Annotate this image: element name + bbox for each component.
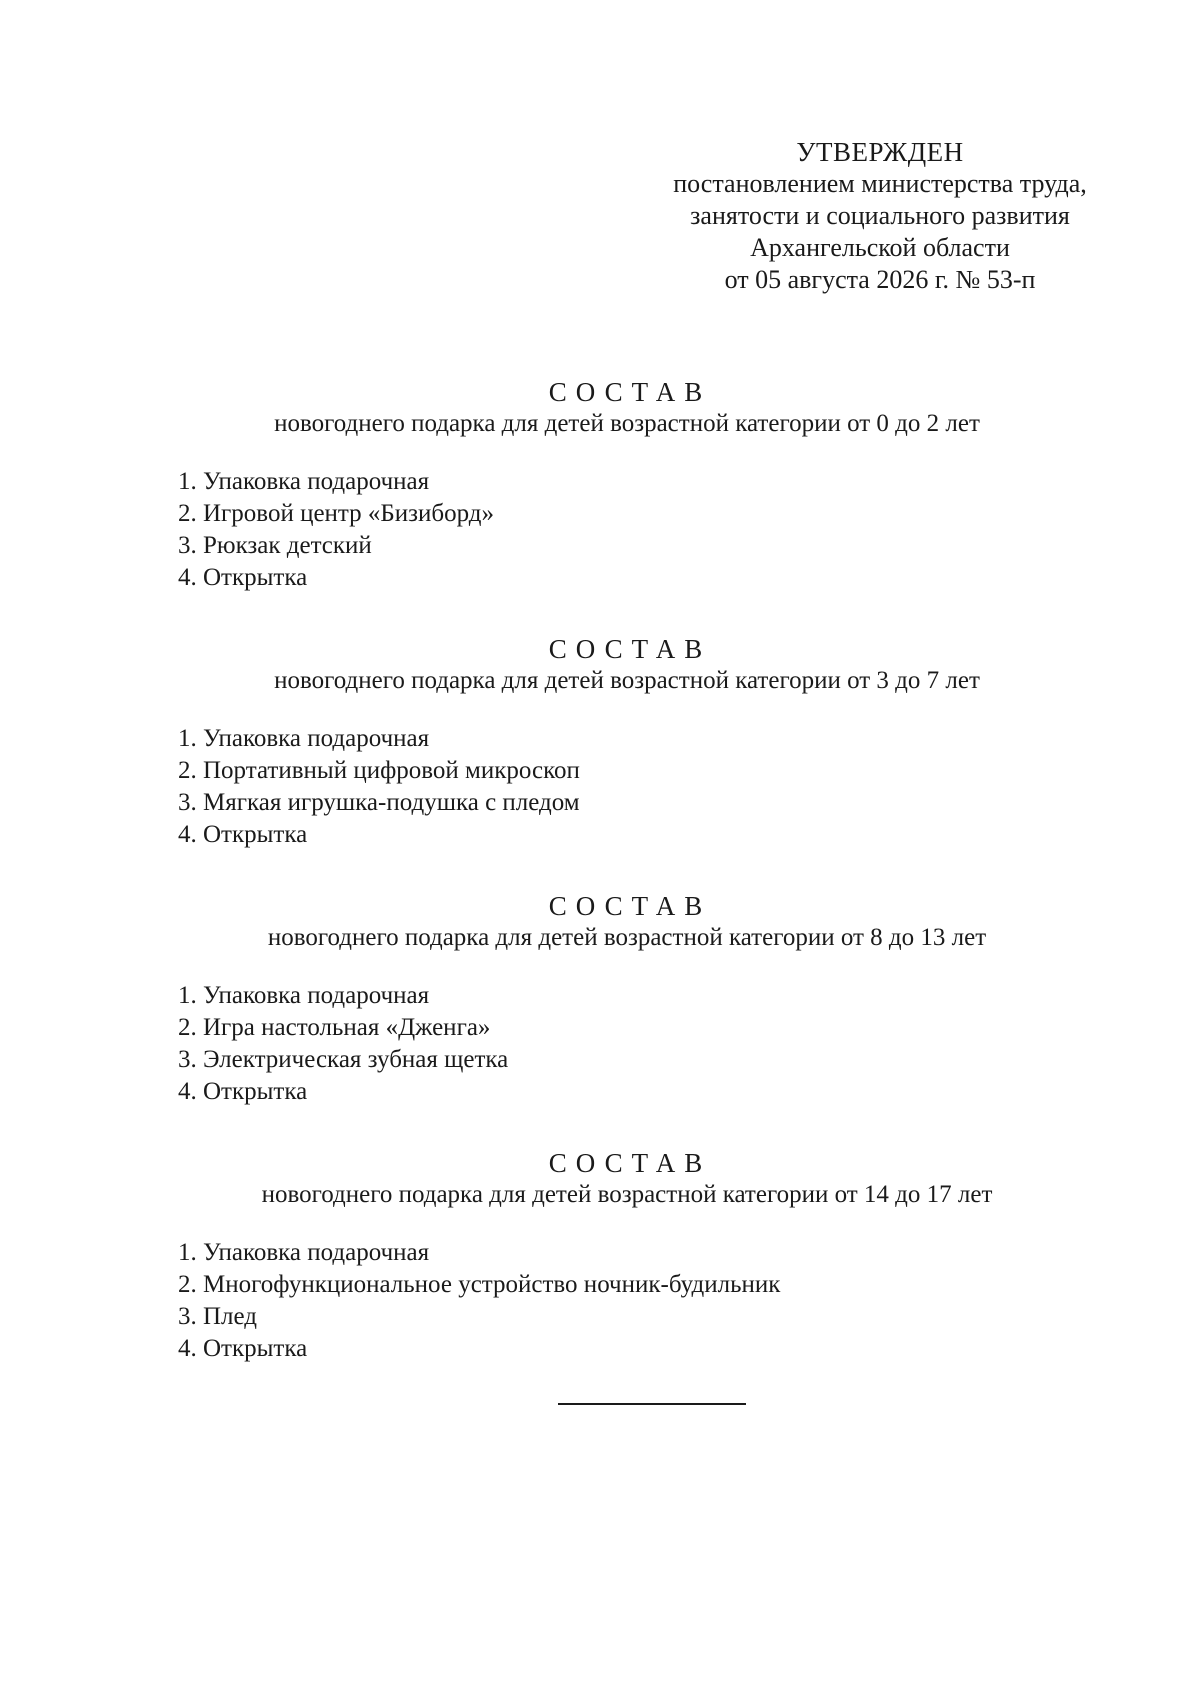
list-item: 4. Открытка [178, 564, 308, 591]
section-heading: СОСТАВ [548, 377, 712, 407]
list-item: 3. Электрическая зубная щетка [178, 1046, 509, 1073]
list-item: 4. Открытка [178, 1078, 308, 1105]
list-item: 4. Открытка [178, 821, 308, 848]
gift-section-8-13 [0, 890, 1200, 1108]
section-heading: СОСТАВ [548, 891, 712, 921]
list-item: 1. Упаковка подарочная [178, 468, 430, 495]
list-item: 3. Плед [178, 1303, 258, 1330]
gift-items-list [178, 1237, 1200, 1365]
list-item: 1. Упаковка подарочная [178, 982, 430, 1009]
approval-line: Архангельской области [750, 233, 1010, 262]
approval-date: от 05 августа 2026 г. № 53-п [724, 265, 1036, 294]
list-item: 3. Мягкая игрушка-подушка с пледом [178, 789, 580, 816]
list-item: 3. Рюкзак детский [178, 532, 372, 559]
gift-items-list [178, 466, 1200, 594]
list-item: 2. Игровой центр «Бизиборд» [178, 500, 495, 527]
gift-items-list [178, 723, 1200, 851]
approval-line: занятости и социального развития [690, 201, 1070, 230]
section-heading: СОСТАВ [548, 1148, 712, 1178]
gift-section-3-7 [0, 633, 1200, 851]
gift-section-14-17 [0, 1147, 1200, 1365]
section-subtitle: новогоднего подарка для детей возрастной категории от 14 до 17 лет [261, 1181, 993, 1208]
section-subtitle: новогоднего подарка для детей возрастной категории от 0 до 2 лет [274, 410, 980, 437]
end-divider [558, 1403, 746, 1405]
section-subtitle: новогоднего подарка для детей возрастной категории от 3 до 7 лет [274, 667, 980, 694]
approval-line: постановлением министерства труда, [673, 169, 1087, 198]
list-item: 2. Портативный цифровой микроскоп [178, 757, 580, 784]
list-item: 4. Открытка [178, 1335, 308, 1362]
approval-title: УТВЕРЖДЕН [796, 137, 964, 167]
section-heading: СОСТАВ [548, 634, 712, 664]
list-item: 1. Упаковка подарочная [178, 725, 430, 752]
section-subtitle: новогоднего подарка для детей возрастной категории от 8 до 13 лет [267, 924, 987, 951]
gift-section-0-2 [0, 376, 1200, 594]
approval-block [640, 136, 1120, 296]
list-item: 1. Упаковка подарочная [178, 1239, 430, 1266]
gift-items-list [178, 980, 1200, 1108]
list-item: 2. Игра настольная «Дженга» [178, 1014, 491, 1041]
list-item: 2. Многофункциональное устройство ночник-будильник [178, 1271, 781, 1298]
